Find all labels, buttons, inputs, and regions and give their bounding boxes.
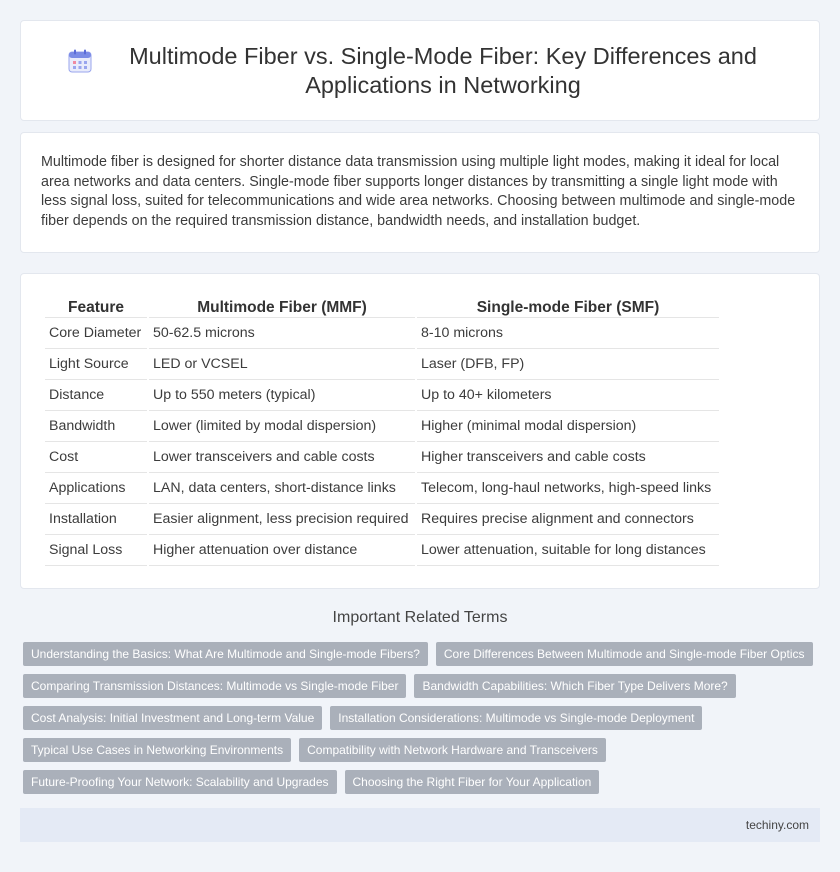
table-cell: Up to 550 meters (typical) bbox=[149, 380, 415, 411]
related-term-link[interactable]: Bandwidth Capabilities: Which Fiber Type Delivers More? bbox=[414, 674, 735, 698]
table-cell: LED or VCSEL bbox=[149, 349, 415, 380]
calendar-icon bbox=[67, 48, 93, 74]
table-row bbox=[45, 349, 719, 380]
table-cell: Higher (minimal modal dispersion) bbox=[417, 411, 719, 442]
table-cell: Lower transceivers and cable costs bbox=[149, 442, 415, 473]
related-term-link[interactable]: Choosing the Right Fiber for Your Application bbox=[345, 770, 600, 794]
related-term-link[interactable]: Installation Considerations: Multimode vs Single-mode Deployment bbox=[330, 706, 702, 730]
table-cell: Telecom, long-haul networks, high-speed links bbox=[417, 473, 719, 504]
related-term-link[interactable]: Compatibility with Network Hardware and Transceivers bbox=[299, 738, 606, 762]
intro-text: Multimode fiber is designed for shorter distance data transmission using multiple light modes, making it ideal for local area networks and data centers. Single-mode fiber supports longer distances by transmitting a single light mode with less signal loss, suited for telecommunications and wide area networks. Choosing between multimode and single-mode fiber depends on the required transmission distance, bandwidth needs, and installation budget. bbox=[41, 154, 796, 229]
table-cell: Easier alignment, less precision required bbox=[149, 504, 415, 535]
table-row bbox=[45, 535, 719, 566]
column-header-feature: Feature bbox=[45, 294, 147, 318]
table-cell: Signal Loss bbox=[45, 535, 147, 566]
table-row bbox=[45, 318, 719, 349]
related-term-link[interactable]: Comparing Transmission Distances: Multimode vs Single-mode Fiber bbox=[23, 674, 406, 698]
table-row bbox=[45, 411, 719, 442]
table-cell: Light Source bbox=[45, 349, 147, 380]
table-cell: LAN, data centers, short-distance links bbox=[149, 473, 415, 504]
header-card bbox=[20, 20, 820, 121]
related-term-link[interactable]: Core Differences Between Multimode and Single-mode Fiber Optics bbox=[436, 642, 813, 666]
table-cell: Requires precise alignment and connectors bbox=[417, 504, 719, 535]
table-cell: Laser (DFB, FP) bbox=[417, 349, 719, 380]
table-cell: Distance bbox=[45, 380, 147, 411]
table-cell: 50-62.5 microns bbox=[149, 318, 415, 349]
table-cell: Cost bbox=[45, 442, 147, 473]
table-cell: Lower attenuation, suitable for long distances bbox=[417, 535, 719, 566]
table-cell: Core Diameter bbox=[45, 318, 147, 349]
column-header-mmf: Multimode Fiber (MMF) bbox=[149, 294, 415, 318]
table-row bbox=[45, 473, 719, 504]
column-header-smf: Single-mode Fiber (SMF) bbox=[417, 294, 719, 318]
table-cell: Bandwidth bbox=[45, 411, 147, 442]
table-cell: Lower (limited by modal dispersion) bbox=[149, 411, 415, 442]
footer bbox=[20, 808, 820, 842]
table-row bbox=[45, 504, 719, 535]
comparison-table-card bbox=[20, 273, 820, 589]
table-cell: Up to 40+ kilometers bbox=[417, 380, 719, 411]
comparison-table bbox=[43, 294, 721, 566]
table-cell: Applications bbox=[45, 473, 147, 504]
table-header-row bbox=[45, 294, 719, 318]
table-cell: Installation bbox=[45, 504, 147, 535]
table-cell: 8-10 microns bbox=[417, 318, 719, 349]
related-terms-title: Important Related Terms bbox=[332, 609, 508, 626]
table-row bbox=[45, 380, 719, 411]
intro-card bbox=[20, 132, 820, 253]
related-term-link[interactable]: Typical Use Cases in Networking Environments bbox=[23, 738, 291, 762]
related-term-link[interactable]: Cost Analysis: Initial Investment and Long-term Value bbox=[23, 706, 322, 730]
footer-site-link[interactable]: techiny.com bbox=[745, 818, 809, 832]
table-cell: Higher transceivers and cable costs bbox=[417, 442, 719, 473]
table-row bbox=[45, 442, 719, 473]
related-term-link[interactable]: Understanding the Basics: What Are Multimode and Single-mode Fibers? bbox=[23, 642, 428, 666]
table-cell: Higher attenuation over distance bbox=[149, 535, 415, 566]
related-term-link[interactable]: Future-Proofing Your Network: Scalability and Upgrades bbox=[23, 770, 337, 794]
page-title: Multimode Fiber vs. Single-Mode Fiber: Key Differences and Applications in Networking bbox=[129, 42, 757, 98]
related-terms-list bbox=[23, 642, 823, 802]
